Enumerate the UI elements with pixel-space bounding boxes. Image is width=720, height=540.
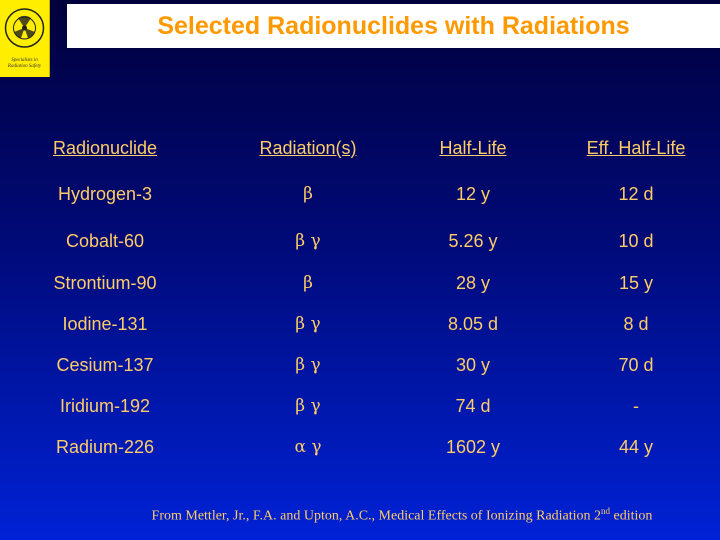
cell-eff-half-life: -: [633, 396, 639, 416]
cell-radiations: β γ: [295, 314, 321, 334]
cell-half-life: 12 y: [455, 184, 491, 204]
header-eff-half-life: Eff. Half-Life: [586, 138, 686, 158]
header-radiations: Radiation(s): [259, 138, 357, 158]
citation-text: From Mettler, Jr., F.A. and Upton, A.C., Medical Effects of Ionizing Radiation 2: [151, 508, 602, 524]
cell-half-life: 1602 y: [445, 437, 501, 457]
cell-radiations: β γ: [295, 355, 321, 375]
cell-eff-half-life: 44 y: [618, 437, 654, 457]
logo-tagline-line2: Radiation Safety: [7, 64, 42, 69]
cell-radiations: β: [303, 273, 313, 293]
cell-radionuclide: Cesium-137: [56, 355, 154, 375]
cell-radionuclide: Iridium-192: [59, 396, 151, 416]
cell-radiations: α γ: [294, 437, 322, 457]
logo-tagline-line1: Specialists in: [11, 58, 38, 63]
citation-superscript: nd: [601, 506, 611, 516]
society-seal-icon: [4, 4, 45, 56]
cell-radiations: β: [303, 184, 313, 204]
cell-eff-half-life: 15 y: [618, 273, 654, 293]
source-citation: [52, 506, 720, 525]
cell-radionuclide: Radium-226: [55, 437, 155, 457]
cell-radionuclide: Strontium-90: [53, 273, 157, 293]
slide-title: Selected Radionuclides with Radiations: [157, 12, 630, 40]
cell-eff-half-life: 8 d: [623, 314, 649, 334]
hps-logo: [0, 0, 50, 77]
cell-radionuclide: Cobalt-60: [65, 231, 145, 251]
cell-eff-half-life: 10 d: [618, 231, 654, 251]
cell-half-life: 74 d: [455, 396, 491, 416]
cell-eff-half-life: 12 d: [618, 184, 654, 204]
title-bar: [67, 4, 720, 48]
cell-radiations: β γ: [295, 231, 321, 251]
header-radionuclide: Radionuclide: [52, 138, 158, 158]
cell-radionuclide: Iodine-131: [62, 314, 148, 334]
cell-eff-half-life: 70 d: [618, 355, 654, 375]
cell-half-life: 8.05 d: [447, 314, 499, 334]
citation-suffix: edition: [610, 508, 653, 524]
header-half-life: Half-Life: [439, 138, 507, 158]
cell-half-life: 5.26 y: [448, 231, 498, 251]
cell-half-life: 28 y: [455, 273, 491, 293]
logo-tagline: [0, 58, 49, 70]
cell-half-life: 30 y: [455, 355, 491, 375]
cell-radiations: β γ: [295, 396, 321, 416]
cell-radionuclide: Hydrogen-3: [57, 184, 153, 204]
